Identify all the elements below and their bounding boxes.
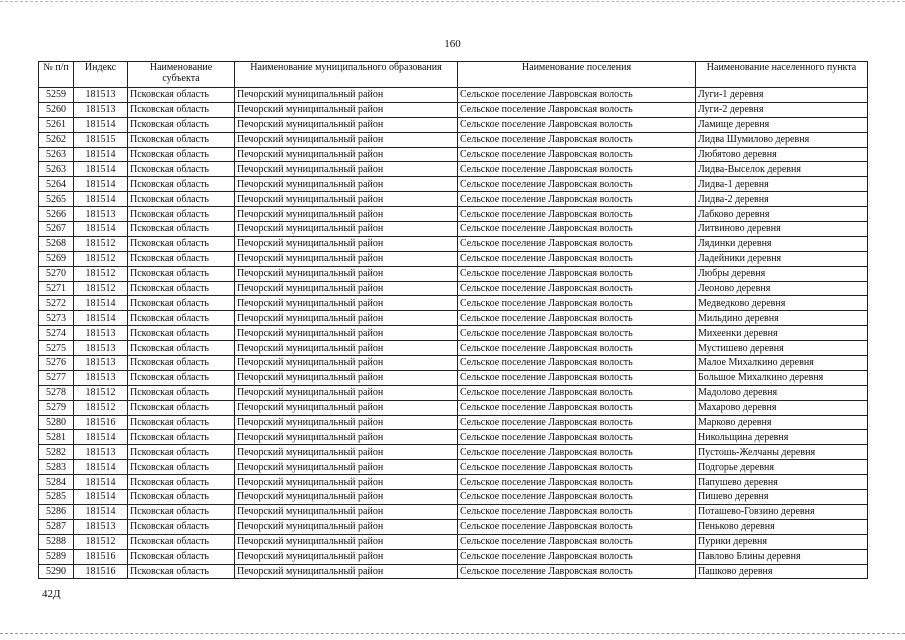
- cell-municipality: Печорский муниципальный район: [235, 341, 458, 356]
- cell-index: 181513: [74, 326, 128, 341]
- header-row: [39, 62, 868, 88]
- cell-subject: Псковская область: [128, 504, 235, 519]
- cell-subject: Псковская область: [128, 385, 235, 400]
- cell-settlement: Сельское поселение Лавровская волость: [458, 281, 696, 296]
- header-locality: Наименование населенного пункта: [696, 62, 868, 88]
- cell-settlement: Сельское поселение Лавровская волость: [458, 356, 696, 371]
- table-row: [39, 162, 868, 177]
- cell-locality: Любятово деревня: [696, 147, 868, 162]
- cell-settlement: Сельское поселение Лавровская волость: [458, 296, 696, 311]
- table-row: [39, 192, 868, 207]
- cell-locality: Луги-2 деревня: [696, 102, 868, 117]
- cell-index: 181514: [74, 147, 128, 162]
- table-row: [39, 222, 868, 237]
- cell-settlement: Сельское поселение Лавровская волость: [458, 162, 696, 177]
- header-municipality: Наименование муниципального образования: [235, 62, 458, 88]
- cell-subject: Псковская область: [128, 207, 235, 222]
- cell-no: 5290: [39, 564, 74, 579]
- cell-locality: Пустошь-Желчаны деревня: [696, 445, 868, 460]
- table-row: [39, 207, 868, 222]
- table-row: [39, 326, 868, 341]
- cell-settlement: Сельское поселение Лавровская волость: [458, 504, 696, 519]
- cell-subject: Псковская область: [128, 296, 235, 311]
- cell-subject: Псковская область: [128, 370, 235, 385]
- cell-index: 181514: [74, 296, 128, 311]
- cell-municipality: Печорский муниципальный район: [235, 356, 458, 371]
- cell-municipality: Печорский муниципальный район: [235, 162, 458, 177]
- table-body: [39, 88, 868, 579]
- cell-index: 181514: [74, 177, 128, 192]
- cell-municipality: Печорский муниципальный район: [235, 236, 458, 251]
- cell-no: 5264: [39, 177, 74, 192]
- cell-municipality: Печорский муниципальный район: [235, 460, 458, 475]
- cell-settlement: Сельское поселение Лавровская волость: [458, 222, 696, 237]
- cell-no: 5280: [39, 415, 74, 430]
- cell-municipality: Печорский муниципальный район: [235, 222, 458, 237]
- cell-index: 181514: [74, 504, 128, 519]
- cell-index: 181514: [74, 192, 128, 207]
- cell-locality: Подгорье деревня: [696, 460, 868, 475]
- cell-locality: Любры деревня: [696, 266, 868, 281]
- table-row: [39, 147, 868, 162]
- cell-municipality: Печорский муниципальный район: [235, 519, 458, 534]
- cell-no: 5281: [39, 430, 74, 445]
- cell-settlement: Сельское поселение Лавровская волость: [458, 117, 696, 132]
- cell-locality: Марково деревня: [696, 415, 868, 430]
- cell-no: 5263: [39, 162, 74, 177]
- cell-subject: Псковская область: [128, 222, 235, 237]
- cell-index: 181514: [74, 475, 128, 490]
- cell-index: 181513: [74, 370, 128, 385]
- table-row: [39, 445, 868, 460]
- table-row: [39, 341, 868, 356]
- cell-municipality: Печорский муниципальный район: [235, 415, 458, 430]
- cell-settlement: Сельское поселение Лавровская волость: [458, 311, 696, 326]
- cell-no: 5261: [39, 117, 74, 132]
- cell-settlement: Сельское поселение Лавровская волость: [458, 460, 696, 475]
- cell-municipality: Печорский муниципальный район: [235, 490, 458, 505]
- cell-no: 5274: [39, 326, 74, 341]
- cell-subject: Псковская область: [128, 102, 235, 117]
- cell-locality: Медведково деревня: [696, 296, 868, 311]
- cell-settlement: Сельское поселение Лавровская волость: [458, 519, 696, 534]
- cell-municipality: Печорский муниципальный район: [235, 192, 458, 207]
- cell-subject: Псковская область: [128, 415, 235, 430]
- cell-municipality: Печорский муниципальный район: [235, 326, 458, 341]
- cell-no: 5267: [39, 222, 74, 237]
- cell-municipality: Печорский муниципальный район: [235, 117, 458, 132]
- cell-no: 5289: [39, 549, 74, 564]
- table-row: [39, 102, 868, 117]
- cell-locality: Луги-1 деревня: [696, 88, 868, 103]
- cell-municipality: Печорский муниципальный район: [235, 102, 458, 117]
- cell-no: 5288: [39, 534, 74, 549]
- cell-locality: Пеньково деревня: [696, 519, 868, 534]
- table-row: [39, 549, 868, 564]
- cell-index: 181513: [74, 519, 128, 534]
- cell-subject: Псковская область: [128, 251, 235, 266]
- cell-index: 181512: [74, 534, 128, 549]
- cell-settlement: Сельское поселение Лавровская волость: [458, 177, 696, 192]
- cell-settlement: Сельское поселение Лавровская волость: [458, 445, 696, 460]
- cell-index: 181512: [74, 385, 128, 400]
- cell-subject: Псковская область: [128, 311, 235, 326]
- table-row: [39, 385, 868, 400]
- cell-locality: Большое Михалкино деревня: [696, 370, 868, 385]
- cell-settlement: Сельское поселение Лавровская волость: [458, 132, 696, 147]
- cell-subject: Псковская область: [128, 519, 235, 534]
- cell-locality: Поташево-Говзино деревня: [696, 504, 868, 519]
- cell-index: 181516: [74, 549, 128, 564]
- cell-settlement: Сельское поселение Лавровская волость: [458, 415, 696, 430]
- header-subject: Наименование субъекта: [128, 62, 235, 88]
- cell-municipality: Печорский муниципальный район: [235, 385, 458, 400]
- table-row: [39, 281, 868, 296]
- cell-settlement: Сельское поселение Лавровская волость: [458, 534, 696, 549]
- cell-settlement: Сельское поселение Лавровская волость: [458, 88, 696, 103]
- cell-settlement: Сельское поселение Лавровская волость: [458, 430, 696, 445]
- cell-no: 5262: [39, 132, 74, 147]
- cell-subject: Псковская область: [128, 117, 235, 132]
- localities-table: [38, 61, 868, 579]
- cell-no: 5269: [39, 251, 74, 266]
- table-row: [39, 564, 868, 579]
- cell-no: 5284: [39, 475, 74, 490]
- header-no: № п/п: [39, 62, 74, 88]
- table-row: [39, 504, 868, 519]
- cell-index: 181513: [74, 102, 128, 117]
- cell-no: 5279: [39, 400, 74, 415]
- cell-subject: Псковская область: [128, 192, 235, 207]
- cell-locality: Мильдино деревня: [696, 311, 868, 326]
- cell-locality: Ладейники деревня: [696, 251, 868, 266]
- cell-subject: Псковская область: [128, 460, 235, 475]
- cell-index: 181513: [74, 88, 128, 103]
- cell-index: 181514: [74, 460, 128, 475]
- cell-no: 5278: [39, 385, 74, 400]
- cell-no: 5272: [39, 296, 74, 311]
- cell-municipality: Печорский муниципальный район: [235, 266, 458, 281]
- cell-no: 5260: [39, 102, 74, 117]
- table-row: [39, 132, 868, 147]
- cell-locality: Литвиново деревня: [696, 222, 868, 237]
- cell-settlement: Сельское поселение Лавровская волость: [458, 385, 696, 400]
- table-row: [39, 356, 868, 371]
- cell-locality: Лидва-2 деревня: [696, 192, 868, 207]
- table-row: [39, 296, 868, 311]
- table-row: [39, 430, 868, 445]
- table-header: [39, 62, 868, 88]
- cell-settlement: Сельское поселение Лавровская волость: [458, 549, 696, 564]
- cell-no: 5275: [39, 341, 74, 356]
- table-row: [39, 475, 868, 490]
- cell-settlement: Сельское поселение Лавровская волость: [458, 370, 696, 385]
- table-row: [39, 311, 868, 326]
- cell-locality: Леоново деревня: [696, 281, 868, 296]
- cell-municipality: Печорский муниципальный район: [235, 475, 458, 490]
- footer-code: 42Д: [42, 588, 61, 600]
- cell-settlement: Сельское поселение Лавровская волость: [458, 102, 696, 117]
- cell-no: 5265: [39, 192, 74, 207]
- cell-index: 181514: [74, 222, 128, 237]
- cell-settlement: Сельское поселение Лавровская волость: [458, 400, 696, 415]
- cell-municipality: Печорский муниципальный район: [235, 311, 458, 326]
- cell-municipality: Печорский муниципальный район: [235, 564, 458, 579]
- cell-locality: Пишево деревня: [696, 490, 868, 505]
- cell-locality: Лидва-Выселок деревня: [696, 162, 868, 177]
- cell-index: 181513: [74, 207, 128, 222]
- table-row: [39, 519, 868, 534]
- cell-locality: Лидва Шумилово деревня: [696, 132, 868, 147]
- cell-subject: Псковская область: [128, 88, 235, 103]
- cell-settlement: Сельское поселение Лавровская волость: [458, 341, 696, 356]
- cell-subject: Псковская область: [128, 236, 235, 251]
- cell-subject: Псковская область: [128, 326, 235, 341]
- cell-no: 5273: [39, 311, 74, 326]
- cell-no: 5263: [39, 147, 74, 162]
- cell-settlement: Сельское поселение Лавровская волость: [458, 326, 696, 341]
- table-row: [39, 460, 868, 475]
- cell-index: 181512: [74, 251, 128, 266]
- cell-no: 5286: [39, 504, 74, 519]
- cell-settlement: Сельское поселение Лавровская волость: [458, 192, 696, 207]
- cell-settlement: Сельское поселение Лавровская волость: [458, 147, 696, 162]
- cell-locality: Мадолово деревня: [696, 385, 868, 400]
- cell-index: 181512: [74, 266, 128, 281]
- cell-locality: Никольщина деревня: [696, 430, 868, 445]
- table-row: [39, 490, 868, 505]
- table-row: [39, 534, 868, 549]
- cell-subject: Псковская область: [128, 147, 235, 162]
- cell-no: 5282: [39, 445, 74, 460]
- cell-settlement: Сельское поселение Лавровская волость: [458, 251, 696, 266]
- cell-index: 181514: [74, 430, 128, 445]
- cell-no: 5270: [39, 266, 74, 281]
- table-row: [39, 370, 868, 385]
- cell-locality: Махарово деревня: [696, 400, 868, 415]
- cell-subject: Псковская область: [128, 400, 235, 415]
- cell-settlement: Сельское поселение Лавровская волость: [458, 207, 696, 222]
- scan-edge-bottom: [0, 633, 905, 634]
- cell-locality: Папушево деревня: [696, 475, 868, 490]
- cell-no: 5283: [39, 460, 74, 475]
- cell-settlement: Сельское поселение Лавровская волость: [458, 266, 696, 281]
- table-row: [39, 400, 868, 415]
- cell-no: 5268: [39, 236, 74, 251]
- cell-index: 181514: [74, 117, 128, 132]
- cell-subject: Псковская область: [128, 177, 235, 192]
- scan-edge-top: [0, 1, 905, 2]
- cell-index: 181513: [74, 341, 128, 356]
- cell-municipality: Печорский муниципальный район: [235, 400, 458, 415]
- cell-municipality: Печорский муниципальный район: [235, 370, 458, 385]
- header-settlement: Наименование поселения: [458, 62, 696, 88]
- cell-index: 181514: [74, 311, 128, 326]
- cell-subject: Псковская область: [128, 445, 235, 460]
- cell-index: 181514: [74, 490, 128, 505]
- cell-index: 181514: [74, 162, 128, 177]
- cell-settlement: Сельское поселение Лавровская волость: [458, 490, 696, 505]
- cell-locality: Пашково деревня: [696, 564, 868, 579]
- cell-no: 5276: [39, 356, 74, 371]
- cell-index: 181516: [74, 415, 128, 430]
- cell-index: 181512: [74, 236, 128, 251]
- cell-settlement: Сельское поселение Лавровская волость: [458, 564, 696, 579]
- cell-locality: Лядинки деревня: [696, 236, 868, 251]
- cell-index: 181512: [74, 281, 128, 296]
- cell-subject: Псковская область: [128, 341, 235, 356]
- cell-no: 5287: [39, 519, 74, 534]
- table-row: [39, 266, 868, 281]
- header-index: Индекс: [74, 62, 128, 88]
- cell-municipality: Печорский муниципальный район: [235, 132, 458, 147]
- cell-municipality: Печорский муниципальный район: [235, 251, 458, 266]
- cell-municipality: Печорский муниципальный район: [235, 430, 458, 445]
- cell-municipality: Печорский муниципальный район: [235, 88, 458, 103]
- cell-locality: Лидва-1 деревня: [696, 177, 868, 192]
- cell-settlement: Сельское поселение Лавровская волость: [458, 475, 696, 490]
- cell-subject: Псковская область: [128, 564, 235, 579]
- cell-index: 181512: [74, 400, 128, 415]
- cell-no: 5277: [39, 370, 74, 385]
- cell-subject: Псковская область: [128, 549, 235, 564]
- cell-index: 181515: [74, 132, 128, 147]
- cell-municipality: Печорский муниципальный район: [235, 504, 458, 519]
- cell-municipality: Печорский муниципальный район: [235, 549, 458, 564]
- cell-locality: Мустишево деревня: [696, 341, 868, 356]
- table-row: [39, 415, 868, 430]
- cell-municipality: Печорский муниципальный район: [235, 177, 458, 192]
- cell-municipality: Печорский муниципальный район: [235, 445, 458, 460]
- table-row: [39, 117, 868, 132]
- cell-locality: Ламище деревня: [696, 117, 868, 132]
- cell-subject: Псковская область: [128, 534, 235, 549]
- cell-subject: Псковская область: [128, 356, 235, 371]
- cell-locality: Павлово Блины деревня: [696, 549, 868, 564]
- cell-subject: Псковская область: [128, 162, 235, 177]
- cell-municipality: Печорский муниципальный район: [235, 207, 458, 222]
- cell-no: 5259: [39, 88, 74, 103]
- cell-locality: Малое Михалкино деревня: [696, 356, 868, 371]
- cell-municipality: Печорский муниципальный район: [235, 534, 458, 549]
- cell-municipality: Печорский муниципальный район: [235, 281, 458, 296]
- cell-index: 181516: [74, 564, 128, 579]
- cell-municipality: Печорский муниципальный район: [235, 147, 458, 162]
- cell-subject: Псковская область: [128, 490, 235, 505]
- cell-locality: Лабково деревня: [696, 207, 868, 222]
- cell-municipality: Печорский муниципальный район: [235, 296, 458, 311]
- page-number: 160: [444, 38, 461, 50]
- table-row: [39, 236, 868, 251]
- cell-locality: Пурики деревня: [696, 534, 868, 549]
- cell-no: 5266: [39, 207, 74, 222]
- table-row: [39, 251, 868, 266]
- cell-subject: Псковская область: [128, 132, 235, 147]
- table-row: [39, 88, 868, 103]
- cell-index: 181513: [74, 445, 128, 460]
- table-row: [39, 177, 868, 192]
- cell-locality: Михеенки деревня: [696, 326, 868, 341]
- cell-no: 5271: [39, 281, 74, 296]
- cell-subject: Псковская область: [128, 475, 235, 490]
- cell-index: 181513: [74, 356, 128, 371]
- cell-subject: Псковская область: [128, 266, 235, 281]
- cell-no: 5285: [39, 490, 74, 505]
- cell-settlement: Сельское поселение Лавровская волость: [458, 236, 696, 251]
- cell-subject: Псковская область: [128, 430, 235, 445]
- cell-subject: Псковская область: [128, 281, 235, 296]
